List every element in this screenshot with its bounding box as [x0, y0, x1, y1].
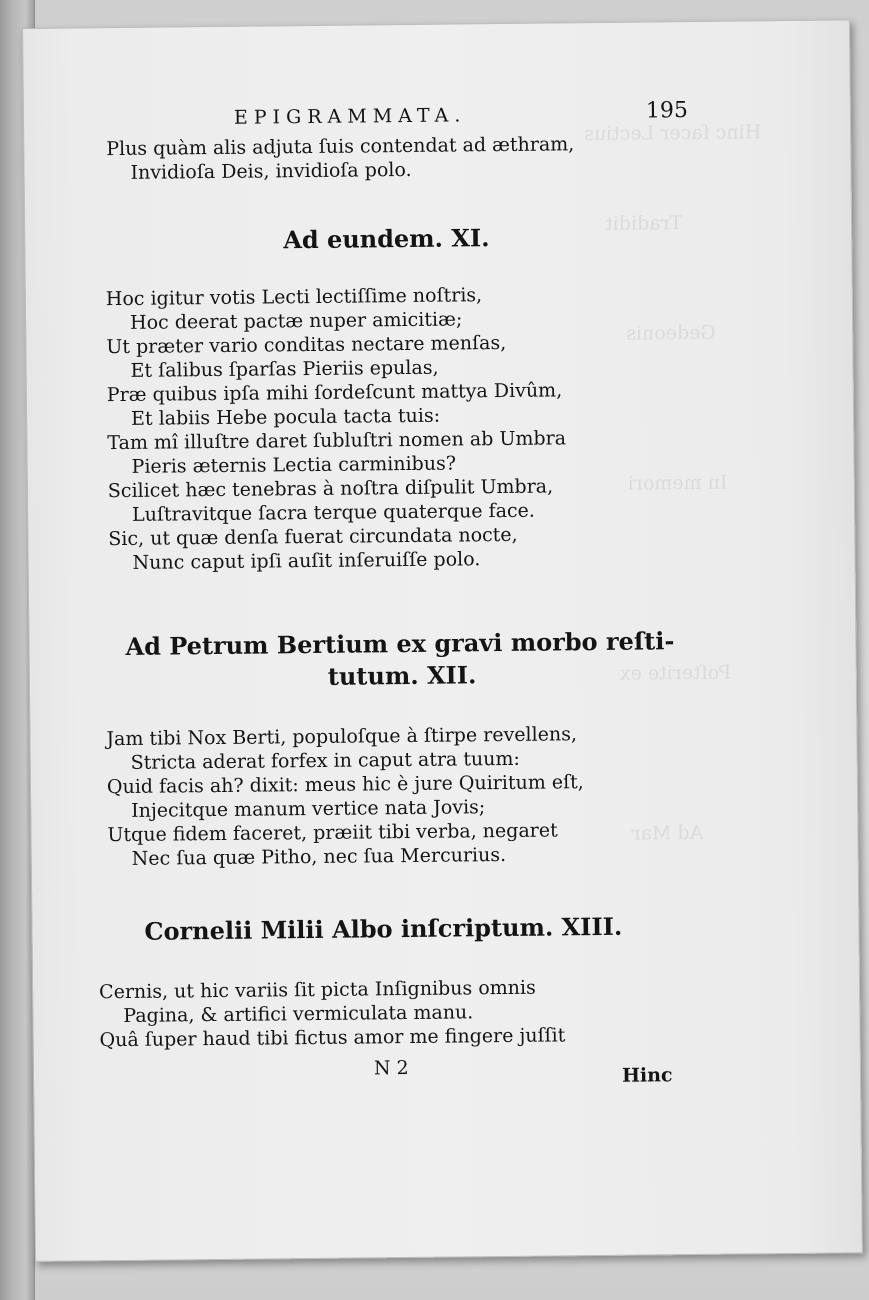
poem-heading: Ad eundem. XI.	[283, 223, 490, 255]
page-text	[23, 20, 862, 1261]
verse-line: Et ſalibus ſparſas Pieriis epulas,	[130, 356, 439, 382]
verse-line: Stricta aderat forfex in caput atra tuum:	[130, 747, 520, 774]
verse-line: Et labiis Hebe pocula tacta tuis:	[130, 404, 441, 430]
verse-line: Quâ ſuper haud tibi fictus amor me fingere juſſit	[99, 1024, 566, 1052]
verse-line: Hoc igitur votis Lecti lectiſſime noſtris,	[105, 284, 483, 311]
verse-line: Plus quàm alis adjuta ſuis contendat ad æthram,	[106, 133, 575, 161]
poem-heading-continued: tutum. XII.	[327, 660, 477, 691]
verse-line: Præ quibus ipſa mihi ſordeſcunt mattya Divûm,	[106, 379, 563, 407]
verse-line: Pieris æternis Lectia carminibus?	[131, 452, 457, 478]
verse-line: Injecitque manum vertice nata Jovis;	[131, 796, 486, 822]
signature-mark: N 2	[373, 1057, 409, 1080]
verse-line: Nunc caput ipſi auſit inſeruiſſe polo.	[132, 548, 481, 574]
verse-line: Scilicet hæc tenebras à noſtra diſpulit Umbra,	[107, 475, 554, 503]
verse-line: Ut præter vario conditas nectare menſas,	[106, 331, 507, 359]
verse-line: Luſtravitque ſacra terque quaterque face.	[131, 499, 536, 526]
verse-line: Pagina, & artifici vermiculata manu.	[123, 1001, 474, 1027]
book-page: Hinc ſacer Lectius Tradidit Gedeonis In memori Poſterite ex Ad Mar EPIGRAMMATA. 195 Plus quàm alis adjuta ſuis contendat ad æthram, Invidioſa Deis, invidioſa polo. Ad eundem. XI. Hoc igitur votis Lecti lectiſſime noſtris, Hoc deerat pactæ nuper amicitiæ; Ut præter vario conditas nectare menſas, Et ſalibus ſparſas Pieriis epulas, Præ quibus ipſa mihi ſordeſcunt mattya Divûm, Et labiis Hebe pocula tacta tuis: Tam mî illuſtre daret ſubluſtri nomen ab Umbra Pieris æternis Lectia carminibus? Scilicet hæc tenebras à noſtra diſpulit Umbra, Luſtravitque ſacra terque quaterque face. Sic, ut quæ denſa fuerat circundata nocte, Nunc caput ipſi auſit inſeruiſſe polo. Ad Petrum Bertium ex gravi morbo reſti- tutum. XII. Jam tibi Nox Berti, populoſque à ſtirpe revellens, Stricta aderat forfex in caput atra tuum: Quid facis ah? dixit: meus hic è jure Quiritum eſt, Injecitque manum vertice nata Jovis; Utque fidem faceret, præiit tibi verba, negaret Nec ſua quæ Pitho, nec ſua Mercurius. Cornelii Milii Albo inſcriptum. XIII. Cernis, ut hic variis ſit picta Inſignibus omnis Pagina, & artifici vermiculata manu. Quâ ſuper haud tibi fictus amor me fingere juſſit N 2 Hinc	[22, 19, 863, 1262]
verse-line: Invidioſa Deis, invidioſa polo.	[130, 158, 412, 184]
verse-line: Utque fidem faceret, præiit tibi verba, negaret	[107, 819, 558, 847]
page-number: 195	[645, 98, 689, 124]
verse-line: Sic, ut quæ denſa fuerat circundata nocte,	[108, 523, 518, 551]
verse-line: Hoc deerat pactæ nuper amicitiæ;	[129, 308, 463, 334]
verse-line: Tam mî illuſtre daret ſubluſtri nomen ab Umbra	[107, 427, 567, 455]
running-title: EPIGRAMMATA.	[233, 104, 467, 129]
verse-line: Cernis, ut hic variis ſit picta Inſignibus omnis	[98, 976, 536, 1004]
catchword: Hinc	[621, 1064, 673, 1087]
poem-heading: Cornelii Milii Albo inſcriptum. XIII.	[144, 911, 623, 946]
verse-line: Nec ſua quæ Pitho, nec ſua Mercurius.	[131, 843, 507, 870]
verse-line: Jam tibi Nox Berti, populoſque à ſtirpe revellens,	[106, 723, 578, 751]
verse-line: Quid facis ah? dixit: meus hic è jure Quiritum eſt,	[106, 771, 584, 799]
poem-heading: Ad Petrum Bertium ex gravi morbo reſti-	[125, 626, 675, 661]
